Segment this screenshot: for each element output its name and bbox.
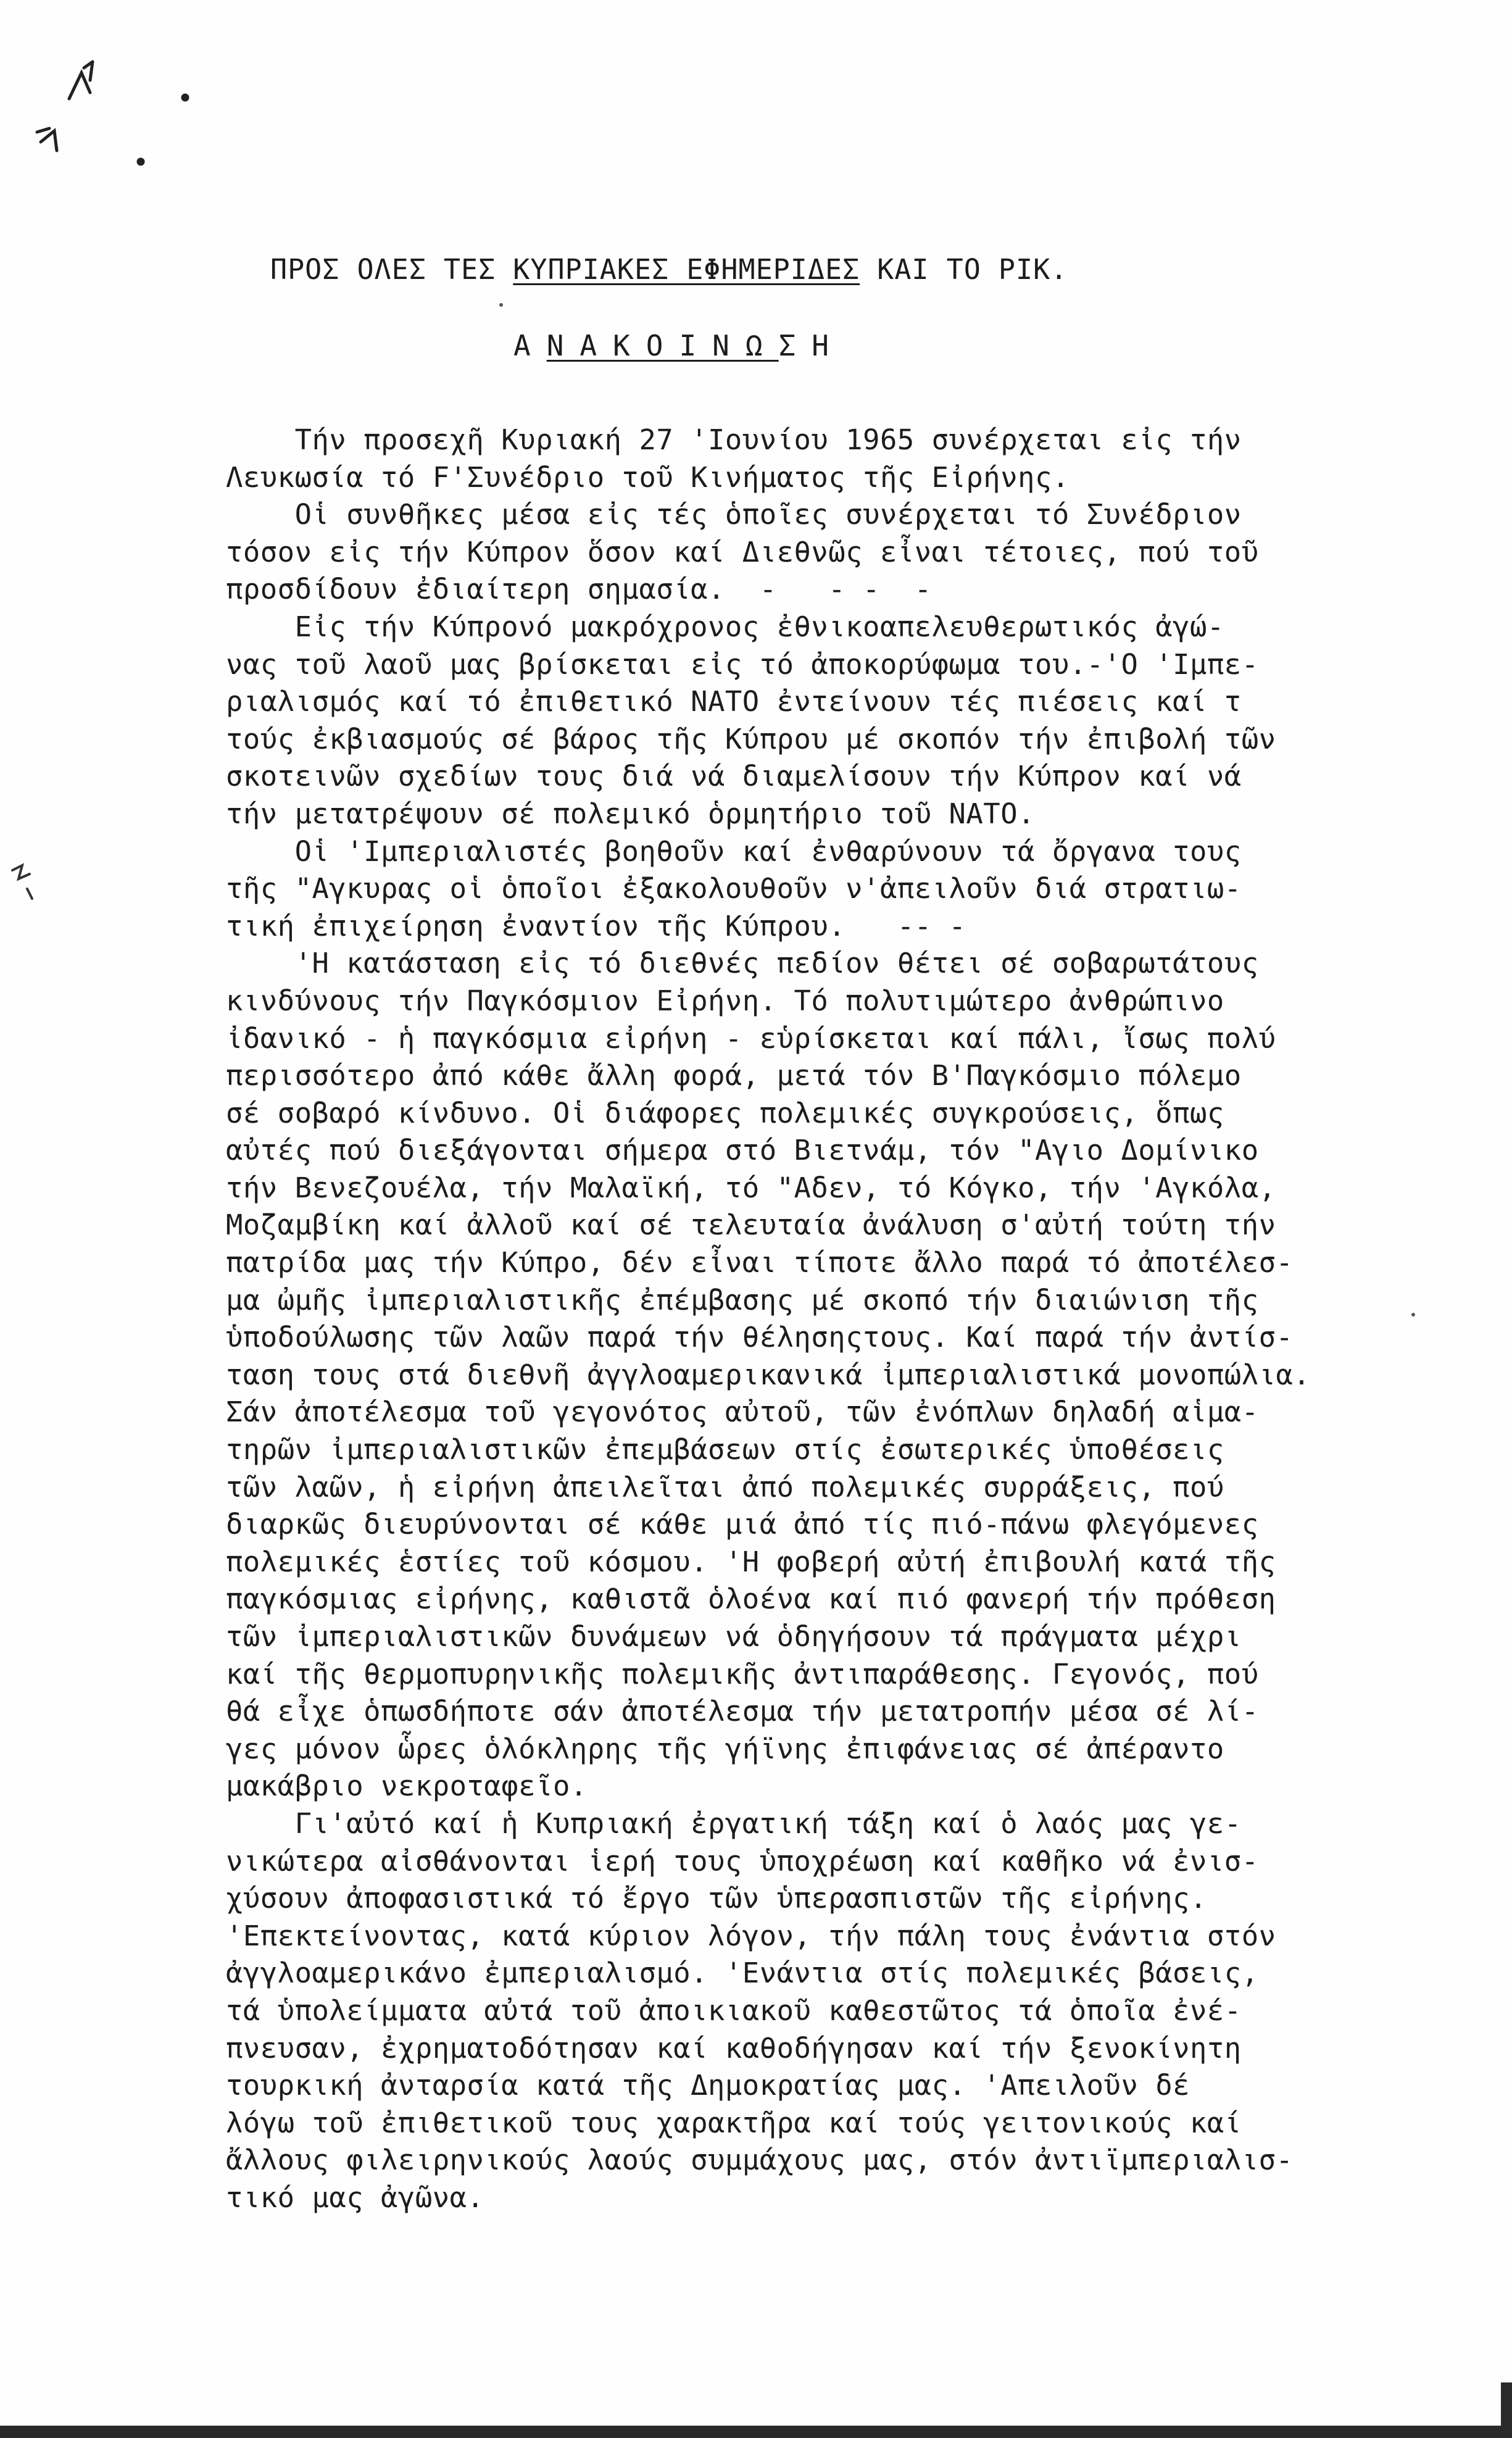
body-line: Λευκωσία τό Ϝ'Συνέδριο τοῦ Κινήματος τῆς Εἰρήνης.: [226, 460, 1070, 494]
body-line: τῆς "Αγκυρας οἱ ὁποῖοι ἐξακολουθοῦν ν'ἀπειλοῦν διά στρατιω-: [226, 872, 1242, 905]
body-line: πνευσαν, ἐχρηματοδότησαν καί καθοδήγησαν καί τήν ξενοκίνητη: [226, 2031, 1242, 2065]
page-bottom-edge: [0, 2382, 1512, 2438]
body-line: γες μόνον ὧρες ὁλόκληρης τῆς γήϊνης ἐπιφάνειας σέ ἀπέραντο: [226, 1732, 1224, 1765]
body-line: χύσουν ἀποφασιστικά τό ἔργο τῶν ὑπερασπιστῶν τῆς εἰρήνης.: [226, 1882, 1207, 1915]
body-line: Μοζαμβίκη καί ἀλλοῦ καί σέ τελευταία ἀνάλυση σ'αὐτή τούτη τήν: [226, 1209, 1276, 1242]
body-line: ἀγγλοαμερικάνο ἐμπεριαλισμό. 'Ενάντια στίς πολεμικές βάσεις,: [226, 1957, 1259, 1990]
body-line: Γι'αὐτό καί ἡ Κυπριακή ἐργατική τάξη καί ὁ λαός μας γε-: [226, 1807, 1242, 1840]
body-line: τῶν ἰμπεριαλιστικῶν δυνάμεων νά ὁδηγήσουν τά πράγματα μέχρι: [226, 1620, 1242, 1653]
body-line: 'Η κατάσταση εἰς τό διεθνές πεδίον θέτει σέ σοβαρωτάτους: [226, 947, 1259, 980]
body-line: ἰδανικό - ἡ παγκόσμια εἰρήνη - εὑρίσκεται καί πάλι, ἴσως πολύ: [226, 1021, 1276, 1055]
title-first-letter: Α: [513, 329, 547, 362]
body-line: παγκόσμιας εἰρήνης, καθιστᾶ ὁλοένα καί πιό φανερή τήν πρόθεση: [226, 1583, 1276, 1616]
body-line: τά ὑπολείμματα αὐτά τοῦ ἀποικιακοῦ καθεστῶτος τά ὁποῖα ἐνέ-: [226, 1994, 1242, 2027]
body-line: Οἱ 'Ιμπεριαλιστές βοηθοῦν καί ἐνθαρύνουν τά ὄργανα τους: [226, 834, 1242, 868]
body-line: αὐτές πού διεξάγονται σήμερα στό Βιετνάμ, τόν "Αγιο Δομίνικο: [226, 1134, 1259, 1167]
document-body: [226, 422, 1429, 2217]
body-line: διαρκῶς διευρύνονται σέ κάθε μιά ἀπό τίς πιό-πάνω φλεγόμενες: [226, 1508, 1259, 1541]
body-line: πολεμικές ἑστίες τοῦ κόσμου. 'Η φοβερή αὐτή ἐπιβουλή κατά τῆς: [226, 1545, 1276, 1578]
body-line: σέ σοβαρό κίνδυνο. Οἱ διάφορες πολεμικές συγκρούσεις, ὅπως: [226, 1096, 1224, 1130]
body-line: περισσότερο ἀπό κάθε ἄλλη φορά, μετά τόν Β'Παγκόσμιο πόλεμο: [226, 1059, 1242, 1092]
body-line: τουρκική ἀνταρσία κατά τῆς Δημοκρατίας μας. 'Απειλοῦν δέ: [226, 2069, 1190, 2102]
margin-mark: [12, 865, 32, 899]
body-line: ριαλισμός καί τό ἐπιθετικό ΝΑΤΟ ἐντείνουν τές πιέσεις καί τ: [226, 685, 1242, 718]
body-line: σκοτεινῶν σχεδίων τους διά νά διαμελίσουν τήν Κύπρον καί νά: [226, 760, 1242, 793]
body-line: πατρίδα μας τήν Κύπρο, δέν εἶναι τίποτε ἄλλο παρά τό ἀποτέλεσ-: [226, 1246, 1294, 1279]
document-heading: [270, 253, 1068, 286]
body-line: Σάν ἀποτέλεσμα τοῦ γεγονότος αὐτοῦ, τῶν ἐνόπλων δηλαδή αἱμα-: [226, 1396, 1259, 1429]
body-line: τόσον εἰς τήν Κύπρον ὅσον καί Διεθνῶς εἶναι τέτοιες, πού τοῦ: [226, 535, 1259, 568]
heading-prefix: ΠΡΟΣ ΟΛΕΣ ΤΕΣ: [270, 253, 513, 286]
body-line: ταση τους στά διεθνῆ ἀγγλοαμερικανικά ἰμπεριαλιστικά μονοπώλια.: [226, 1358, 1311, 1391]
body-line: νας τοῦ λαοῦ μας βρίσκεται εἰς τό ἀποκορύφωμα του.-'Ο 'Ιμπε-: [226, 647, 1259, 681]
body-line: κινδύνους τήν Παγκόσμιον Εἰρήνη. Τό πολυτιμώτερο ἀνθρώπινο: [226, 984, 1224, 1017]
document-title: [513, 329, 845, 362]
heading-underlined-text: ΚΥΠΡΙΑΚΕΣ ΕΦΗΜΕΡΙΔΕΣ: [513, 253, 860, 286]
body-line: μα ὠμῆς ἰμπεριαλιστικῆς ἐπέμβασης μέ σκοπό τήν διαιώνιση τῆς: [226, 1283, 1259, 1317]
body-line: τήν Βενεζουέλα, τήν Μαλαϊκή, τό "Αδεν, τό Κόγκο, τήν 'Αγκόλα,: [226, 1171, 1276, 1204]
body-line: τήν μετατρέψουν σέ πολεμικό ὁρμητήριο τοῦ ΝΑΤΟ.: [226, 797, 1035, 830]
body-line: τῶν λαῶν, ἡ εἰρήνη ἀπειλεῖται ἀπό πολεμικές συρράξεις, πού: [226, 1470, 1224, 1504]
handwritten-mark: [37, 62, 188, 164]
body-line: μακάβριο νεκροταφεῖο.: [226, 1770, 588, 1803]
title-underlined-letters: ΝΑΚΟΙΝΩ: [546, 329, 779, 362]
body-line: ἄλλους φιλειρηνικούς λαούς συμμάχους μας, στόν ἀντιϊμπεριαλισ-: [226, 2144, 1294, 2177]
body-line: νικώτερα αἰσθάνονται ἱερή τους ὑποχρέωση καί καθῆκο νά ἐνισ-: [226, 1844, 1259, 1878]
body-line: τούς ἐκβιασμούς σέ βάρος τῆς Κύπρου μέ σκοπόν τήν ἐπιβολή τῶν: [226, 722, 1276, 755]
body-line: καί τῆς θερμοπυρηνικῆς πολεμικῆς ἀντιπαράθεσης. Γεγονός, πού: [226, 1657, 1259, 1691]
body-line: λόγω τοῦ ἐπιθετικοῦ τους χαρακτῆρα καί τούς γειτονικούς καί: [226, 2106, 1242, 2139]
body-line: θά εἶχε ὁπωσδήποτε σάν ἀποτέλεσμα τήν μετατροπήν μέσα σέ λί-: [226, 1695, 1259, 1728]
body-line: προσδίδουν ἐδιαίτερη σημασία. - - - -: [226, 573, 932, 606]
body-line: Τήν προσεχῆ Κυριακή 27 'Ιουνίου 1965 συνέρχεται εἰς τήν: [226, 423, 1242, 456]
body-line: ὑποδούλωσης τῶν λαῶν παρά τήν θέλησηςτους. Καί παρά τήν ἀντίσ-: [226, 1321, 1294, 1354]
body-line: τηρῶν ἰμπεριαλιστικῶν ἐπεμβάσεων στίς ἐσωτερικές ὑποθέσεις: [226, 1433, 1224, 1467]
body-line: τικό μας ἀγῶνα.: [226, 2181, 484, 2214]
body-line: τική ἐπιχείρηση ἐναντίον τῆς Κύπρου. -- -: [226, 909, 966, 942]
body-line: Οἱ συνθῆκες μέσα εἰς τές ὁποῖες συνέρχεται τό Συνέδριον: [226, 498, 1242, 531]
body-line: Εἰς τήν Κύπρονό μακρόχρονος ἐθνικοαπελευθερωτικός ἀγώ-: [226, 610, 1224, 643]
heading-suffix: ΚΑΙ ΤΟ ΡΙΚ.: [860, 253, 1068, 286]
title-last-letters: ΣΗ: [778, 329, 845, 362]
body-line: 'Επεκτείνοντας, κατά κύριον λόγον, τήν πάλη τους ἐνάντια στόν: [226, 1919, 1276, 1952]
